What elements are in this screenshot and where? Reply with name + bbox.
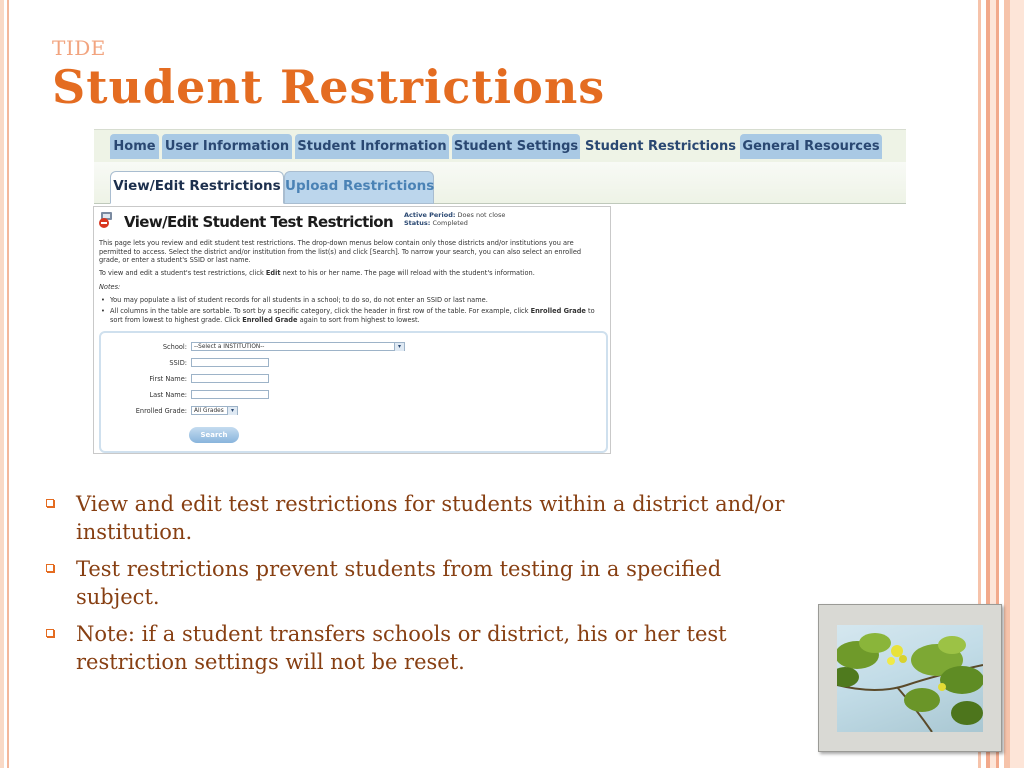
square-bullet-icon	[46, 499, 54, 507]
last-name-input[interactable]	[191, 390, 269, 399]
instruction-text: To view and edit a student's test restrictions, click	[99, 269, 266, 277]
instruction-text-end: next to his or her name. The page will reload with the student's information.	[280, 269, 535, 277]
bullet-text: Test restrictions prevent students from testing in a specified subject.	[76, 557, 722, 609]
note-item	[102, 296, 602, 305]
school-select-value: --Select a INSTITUTION--	[194, 344, 265, 350]
last-name-label: Last Name:	[149, 391, 187, 399]
search-form	[99, 331, 608, 453]
notes-label: Notes:	[99, 283, 121, 291]
photo-frame	[818, 604, 1002, 752]
school-select[interactable]	[191, 342, 405, 351]
bullet-text: Note: if a student transfers schools or district, his or her test restriction settings will not be reset.	[76, 622, 727, 674]
first-name-input[interactable]	[191, 374, 269, 383]
note-item	[102, 307, 602, 324]
note2-text: again to sort from highest to lowest.	[297, 315, 420, 324]
square-bullet-icon	[46, 629, 54, 637]
slide-left-border	[0, 0, 12, 768]
bullet-text: View and edit test restrictions for students within a district and/or institution.	[76, 492, 785, 544]
main-nav-bar	[94, 129, 906, 162]
oak-leaves-image	[837, 625, 983, 732]
note2-bold: Enrolled Grade	[530, 307, 586, 315]
bullet-item	[46, 490, 786, 546]
oak-leaves-photo	[837, 625, 983, 732]
note2-bold: Enrolled Grade	[242, 315, 298, 324]
status-label: Status:	[404, 219, 431, 227]
nav-tab-student-restrictions[interactable]: Student Restrictions	[583, 134, 738, 159]
nav-tab-home[interactable]: Home	[110, 134, 159, 159]
first-name-label: First Name:	[149, 375, 187, 383]
nav-tab-student-settings[interactable]: Student Settings	[452, 134, 580, 159]
note2-text: All columns in the table are sortable. To sort by a specific category, click the header in first row of the table. For example, click	[110, 307, 531, 315]
tab-upload-restrictions[interactable]: Upload Restrictions	[284, 171, 434, 204]
nav-tab-general-resources[interactable]: General Resources	[740, 134, 882, 159]
restriction-panel	[93, 206, 611, 454]
panel-intro: This page lets you review and edit student test restrictions. The drop-down menus below contain only those districts and/or institutions you are permitted to access. Select the district and/or institution from the list(s) and click [Search]. To narrow your search, you can also select an enrolled grade, or enter a student's SSID or last name.	[99, 239, 582, 264]
nav-tab-user-information[interactable]: User Information	[162, 134, 292, 159]
note-text	[102, 307, 602, 324]
slide-supertitle: TIDE	[52, 36, 106, 60]
tab-view-edit-restrictions[interactable]: View/Edit Restrictions	[110, 171, 284, 204]
grade-select-value: All Grades	[194, 408, 224, 414]
note-text: • You may populate a list of student records for all students in a school; to do so, do not enter an SSID or last name.	[110, 296, 488, 304]
note2-text: to sort from lowest to highest grade. Click	[110, 307, 595, 324]
search-button[interactable]: Search	[189, 427, 239, 443]
bullet-list	[46, 490, 786, 685]
school-label: School:	[162, 343, 187, 351]
nav-tab-student-information[interactable]: Student Information	[295, 134, 449, 159]
chevron-down-icon: ▾	[227, 407, 237, 415]
sub-nav-bar	[94, 162, 906, 204]
panel-instruction	[99, 269, 604, 278]
bullet-item	[46, 555, 786, 611]
panel-status	[404, 211, 505, 227]
restriction-icon	[98, 211, 114, 229]
grade-select[interactable]	[191, 406, 238, 415]
bullet-item	[46, 620, 786, 676]
active-period-label: Active Period:	[404, 211, 456, 219]
square-bullet-icon	[46, 564, 54, 572]
panel-title: View/Edit Student Test Restriction	[124, 213, 394, 231]
grade-label: Enrolled Grade:	[135, 407, 187, 415]
ssid-input[interactable]	[191, 358, 269, 367]
slide-title: Student Restrictions	[52, 60, 606, 114]
ssid-label: SSID:	[169, 359, 187, 367]
status-value: Completed	[432, 219, 468, 227]
instruction-edit: Edit	[265, 269, 281, 277]
active-period-value: Does not close	[457, 211, 506, 219]
chevron-down-icon: ▾	[394, 343, 404, 351]
